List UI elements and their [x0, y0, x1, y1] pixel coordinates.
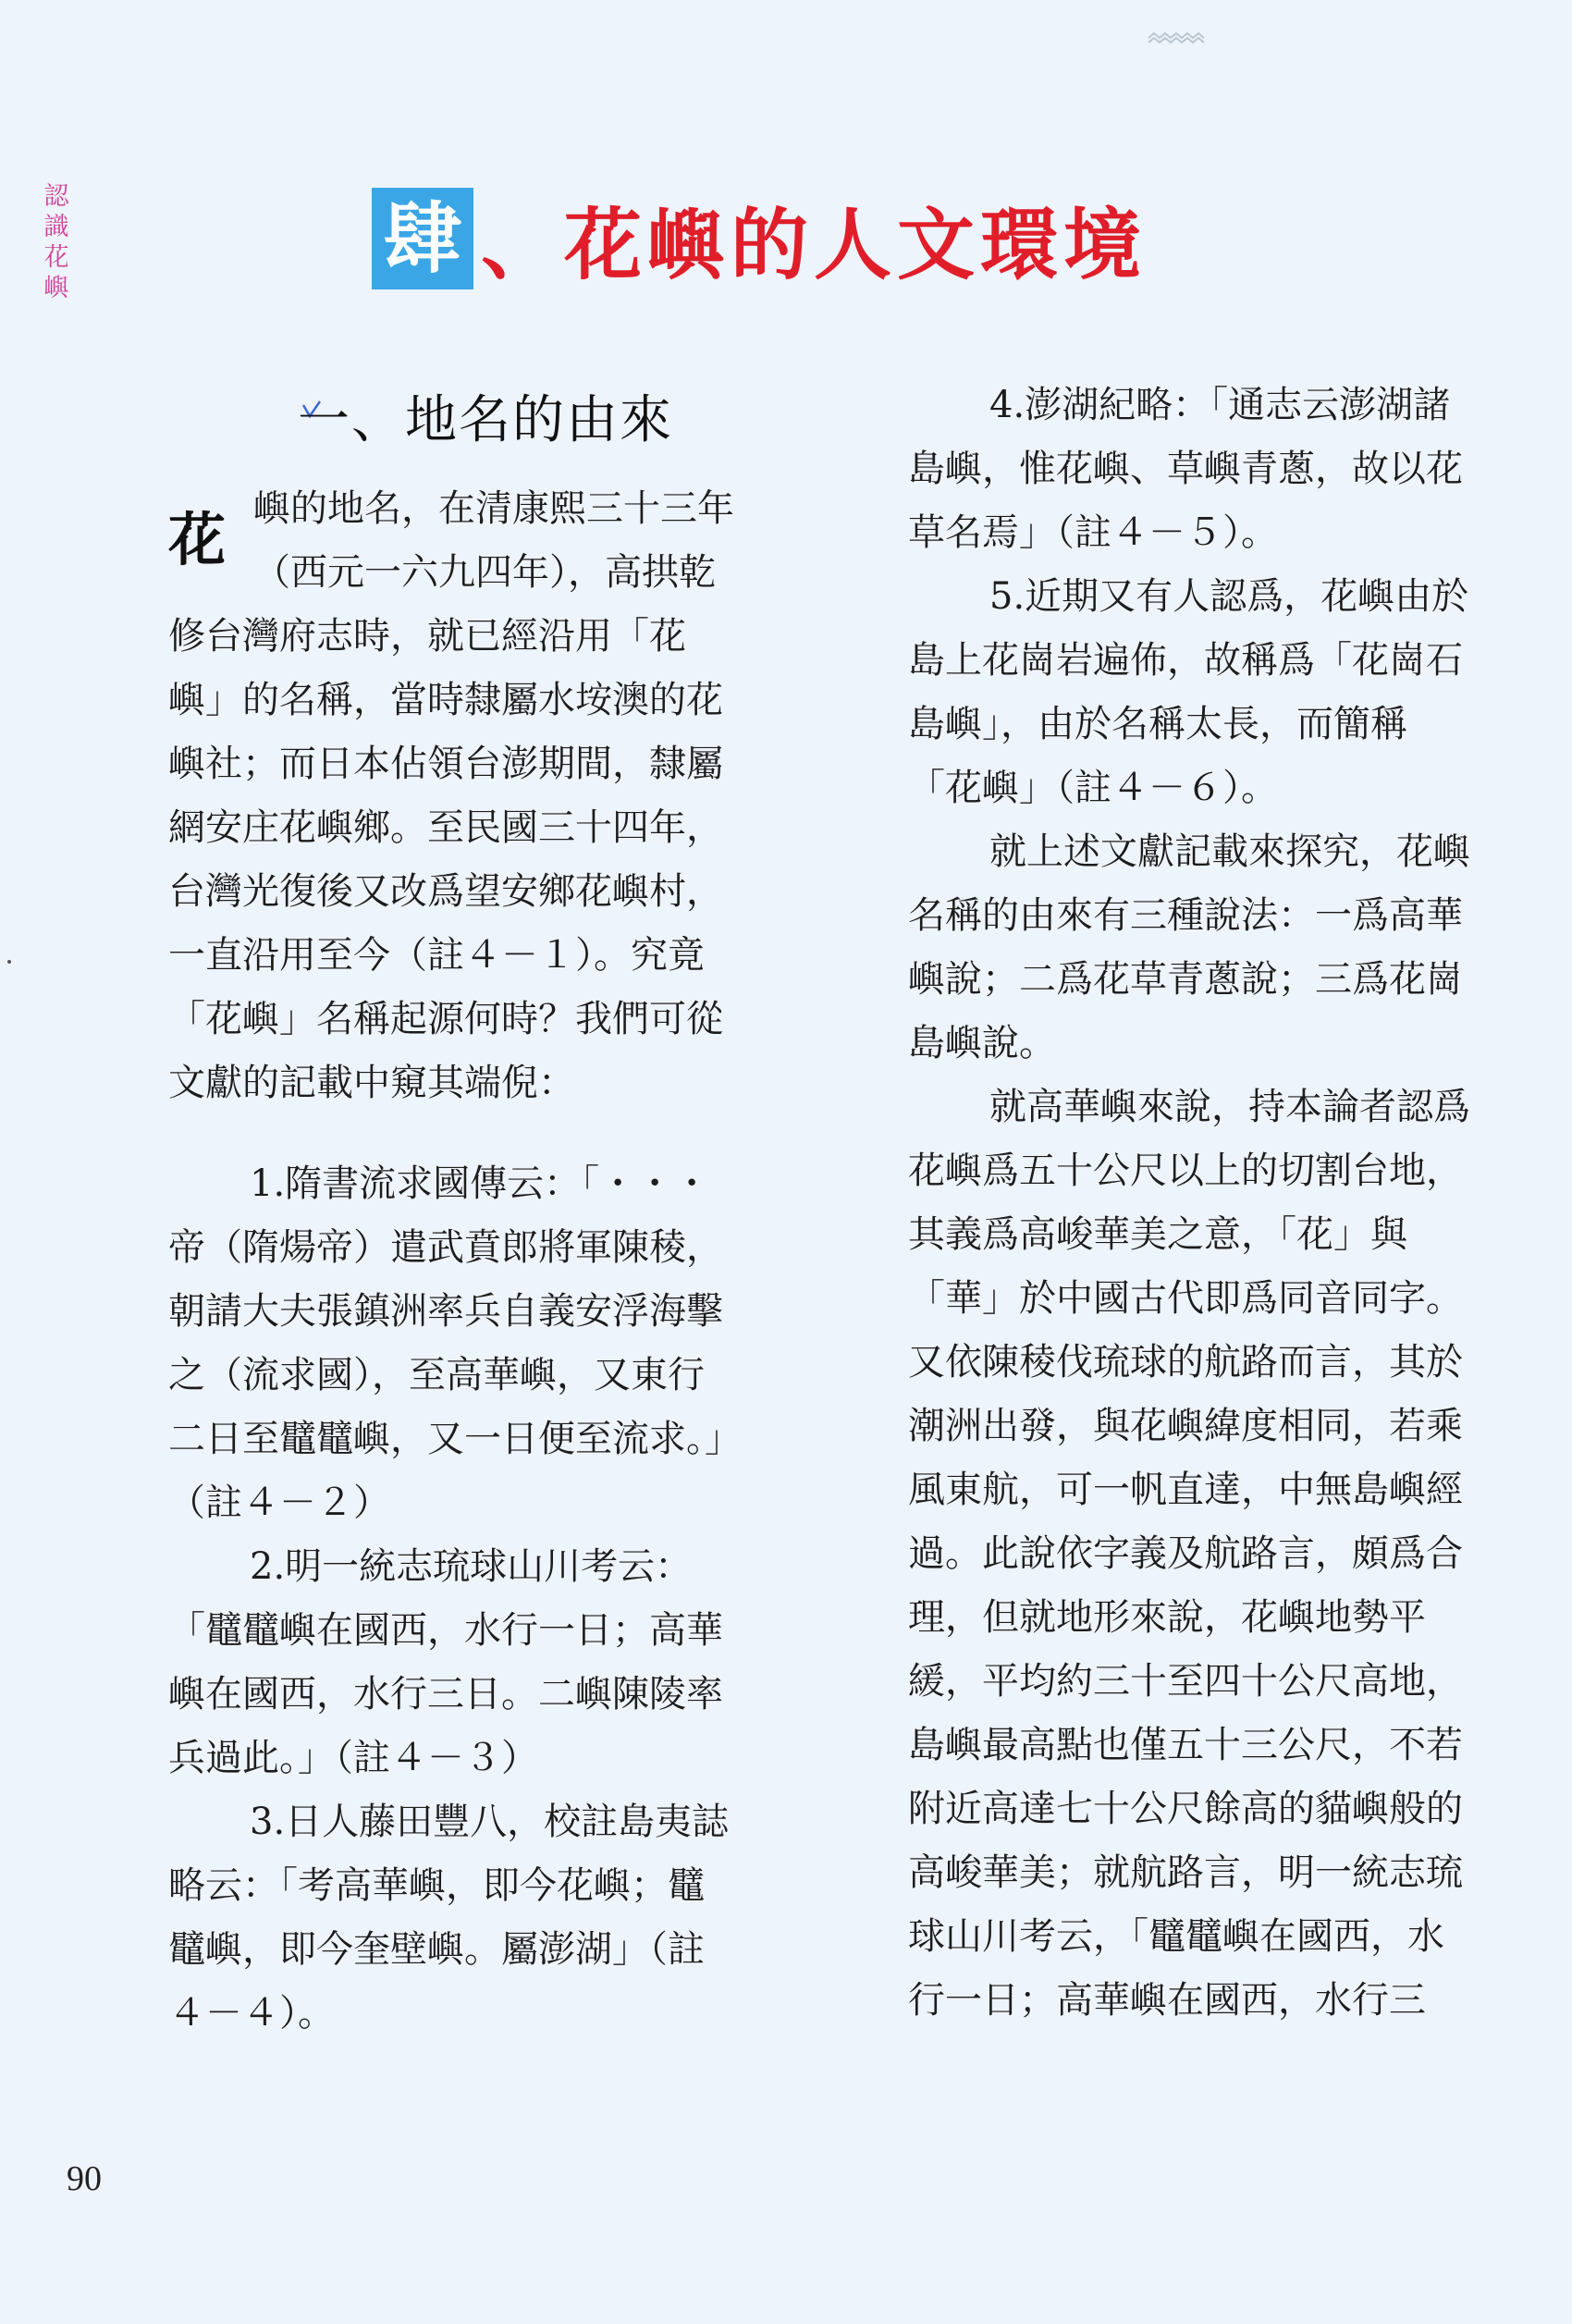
text-line: 4.澎湖紀略：「通志云澎湖諸 [989, 384, 1451, 426]
citation-line: 帝（隋煬帝）遣武賁郎將軍陳稜， [168, 1226, 723, 1269]
side-label-char: 識 [43, 213, 69, 241]
text-line: 潮洲出發，與花嶼緯度相同，若乘 [908, 1405, 1463, 1447]
text-line: 修台灣府志時，就已經沿用「花 [168, 615, 686, 658]
text-line: 嶼」的名稱，當時隸屬水垵澳的花 [168, 679, 723, 721]
citation-line: 2.明一統志琉球山川考云： [250, 1545, 693, 1588]
side-label [41, 181, 72, 303]
scan-speck [7, 960, 11, 964]
text-line: 名稱的由來有三種說法：一爲高華 [908, 894, 1463, 937]
text-line: 風東航，可一帆直達，中無島嶼經 [908, 1469, 1463, 1511]
citation-line: 二日至鼊鼊嶼，又一日便至流求。」 [168, 1418, 742, 1460]
text-line: 島嶼，惟花嶼、草嶼青蔥，故以花 [908, 448, 1463, 490]
citation-line: 嶼在國西，水行三日。二嶼陳陵率 [168, 1673, 723, 1715]
citation-line: 之（流求國），至高華嶼，又東行 [168, 1354, 705, 1396]
text-line: 就高華嶼來說，持本論者認爲 [989, 1086, 1470, 1128]
text-line: 理，但就地形來說，花嶼地勢平 [908, 1596, 1426, 1639]
text-line: 行一日；高華嶼在國西，水行三 [908, 1979, 1426, 2022]
page-number: 90 [67, 2159, 102, 2198]
text-line: 島嶼最高點也僅五十三公尺，不若 [908, 1724, 1463, 1766]
text-line: 就上述文獻記載來探究，花嶼 [989, 830, 1470, 873]
text-line: 附近高達七十公尺餘高的貓嶼般的 [908, 1788, 1463, 1830]
text-line: 「花嶼」（註４－６）。 [908, 767, 1278, 809]
print-mark [1147, 31, 1221, 44]
drop-cap: 花 [168, 506, 227, 573]
text-line: 5.近期又有人認爲，花嶼由於 [989, 575, 1469, 618]
text-line: 文獻的記載中窺其端倪： [168, 1062, 575, 1104]
chapter-title [372, 187, 1147, 290]
text-line: 其義爲高峻華美之意，「花」與 [908, 1213, 1407, 1256]
citation-line: ４－４）。 [168, 1992, 335, 2035]
text-line: 嶼說；二爲花草青蔥說；三爲花崗 [908, 958, 1463, 1001]
citation-line: 3.日人藤田豐八，校註島夷誌 [250, 1801, 730, 1843]
right-column [908, 374, 1537, 2033]
text-line: 高峻華美；就航路言，明一統志琉 [908, 1851, 1463, 1894]
citation-line: 略云：「考高華嶼，即今花嶼；鼊 [168, 1864, 705, 1907]
text-line: 過。此說依字義及航路言，頗爲合 [908, 1532, 1463, 1575]
text-line: 花嶼爲五十公尺以上的切割台地， [908, 1150, 1463, 1192]
left-column [168, 477, 797, 2046]
side-label-char: 認 [43, 182, 69, 211]
text-line: （西元一六九四年），高拱乾 [253, 551, 716, 594]
section-heading: 一、地名的由來 [298, 390, 673, 450]
citation-line: 朝請大夫張鎮洲率兵自義安浮海擊 [168, 1290, 723, 1333]
text-line: 「花嶼」名稱起源何時？我們可從 [168, 998, 723, 1040]
text-line: 島嶼說。 [908, 1022, 1056, 1064]
text-line: 嶼的地名，在清康熙三十三年 [253, 487, 734, 530]
citation-line: 鼊嶼，即今奎壁嶼。屬澎湖」（註 [168, 1928, 705, 1971]
citation-line: 1.隋書流求國傳云：「・・・ [250, 1162, 711, 1205]
text-line: 一直沿用至今（註４－１）。究竟 [168, 934, 705, 977]
side-label-char: 花 [43, 243, 69, 272]
side-label-char: 嶼 [43, 274, 69, 302]
citation-line: 兵過此。」（註４－３） [168, 1737, 538, 1779]
text-line: 「華」於中國古代即爲同音同字。 [908, 1277, 1463, 1320]
text-line: 緩，平均約三十至四十公尺高地， [908, 1660, 1463, 1703]
chapter-number-box: 肆 [372, 188, 473, 289]
text-line: 島嶼」，由於名稱太長，而簡稱 [908, 703, 1407, 745]
text-line: 球山川考云，「鼊鼊嶼在國西，水 [908, 1915, 1444, 1958]
text-line: 嶼社；而日本佔領台澎期間，隸屬 [168, 743, 723, 785]
text-line: 台灣光復後又改爲望安鄉花嶼村， [168, 870, 723, 913]
citation-line: （註４－２） [168, 1482, 390, 1524]
text-line: 草名焉」（註４－５）。 [908, 511, 1278, 554]
chapter-title-text: 、花嶼的人文環境 [481, 199, 1148, 290]
citation-line: 「鼊鼊嶼在國西，水行一日；高華 [168, 1609, 723, 1652]
text-line: 又依陳稜伐琉球的航路而言，其於 [908, 1341, 1463, 1383]
text-line: 島上花崗岩遍佈，故稱爲「花崗石 [908, 639, 1463, 682]
text-line: 網安庄花嶼鄉。至民國三十四年， [168, 806, 723, 849]
